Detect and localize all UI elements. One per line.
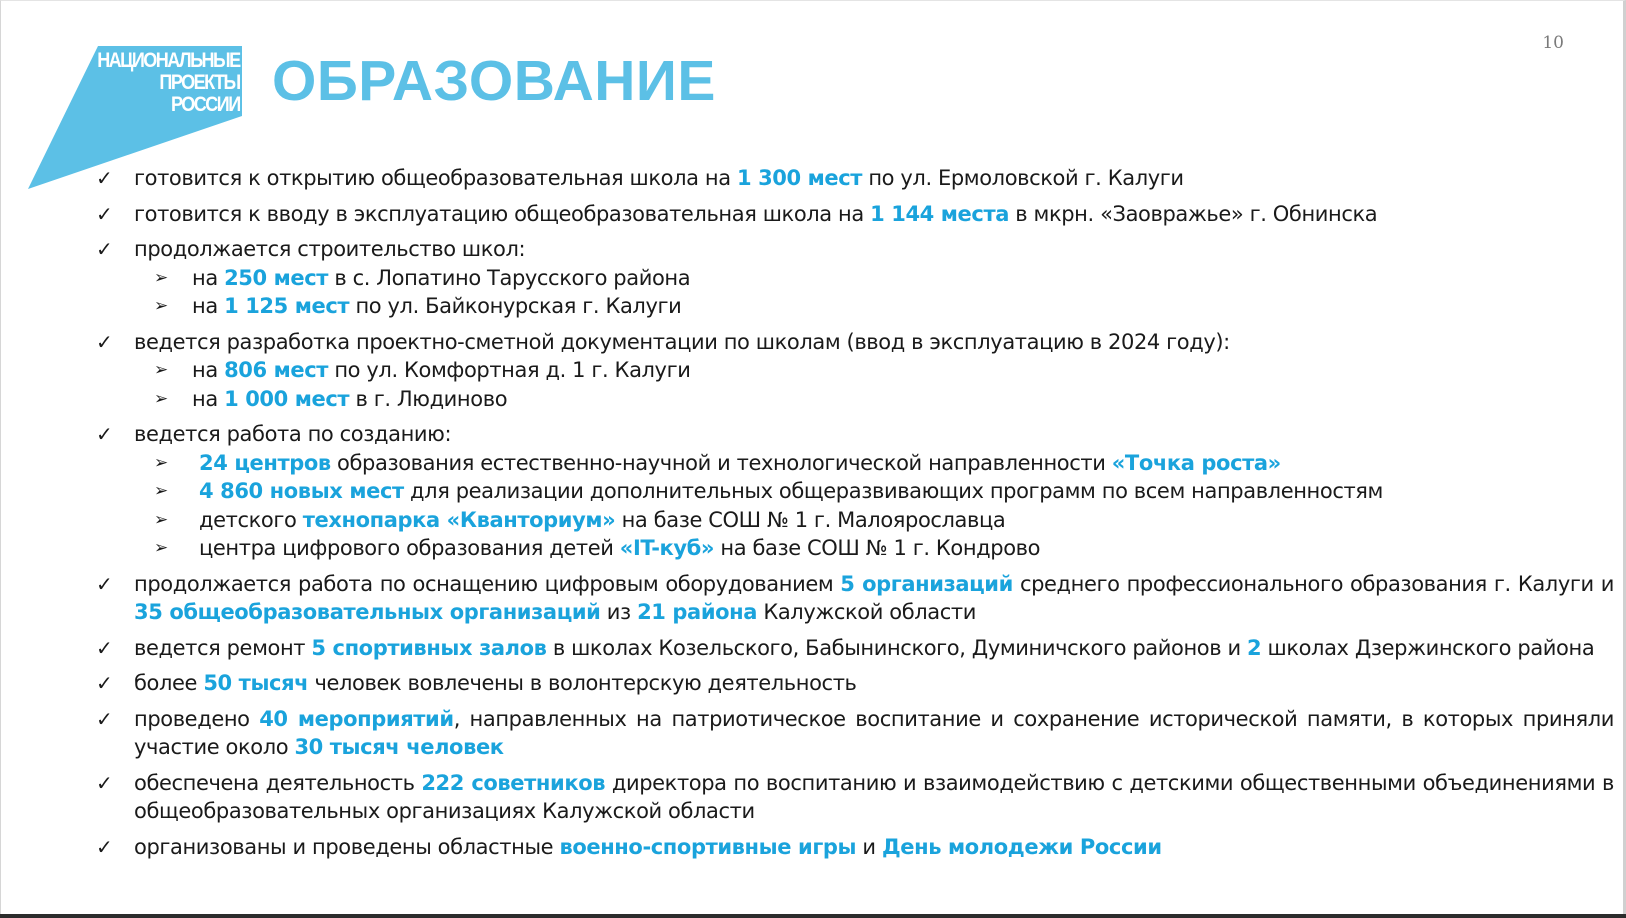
sub-list-item-text: [199, 534, 1040, 563]
achievements-list: [96, 164, 1614, 868]
item-text: на базе СОШ № 1 г. Кондрово: [714, 536, 1041, 560]
sub-list: [154, 264, 1614, 321]
list-item: [96, 570, 1614, 627]
highlight-text: 5 спортивных залов: [311, 635, 547, 660]
checkmark-icon: ✓: [96, 571, 113, 596]
sub-list-item-text: [192, 264, 690, 293]
list-item: [96, 769, 1614, 826]
list-item-body: [134, 570, 1614, 627]
list-item-body: [134, 235, 1614, 321]
item-text: готовится к вводу в эксплуатацию общеобразовательная школа на: [134, 201, 871, 226]
list-item: [96, 235, 1614, 321]
list-item: [96, 328, 1614, 414]
checkmark-icon: ✓: [96, 329, 113, 354]
list-item-text: [134, 235, 1614, 264]
highlight-text: 4 860 новых мест: [199, 479, 404, 503]
item-text: по ул. Комфортная д. 1 г. Калуги: [328, 358, 691, 382]
highlight-text: военно-спортивные игры: [559, 834, 857, 859]
sub-list-item: [154, 385, 1614, 414]
highlight-text: 21 района: [637, 600, 758, 624]
arrowhead-icon: ➢: [154, 481, 168, 501]
sub-list-item: [154, 356, 1614, 385]
sub-list: [154, 356, 1614, 413]
item-text: , направленных на патриотическое воспитание и сохранение исторической памяти, в которых приняли участие около: [134, 706, 1614, 759]
highlight-text: 50 тысяч: [203, 671, 309, 695]
item-text: ведется работа по созданию:: [134, 422, 452, 446]
highlight-text: 40 мероприятий: [259, 706, 454, 731]
item-text: на: [192, 294, 225, 318]
checkmark-icon: ✓: [96, 166, 113, 190]
checkmark-icon: ✓: [96, 635, 113, 660]
highlight-text: «Точка роста»: [1111, 450, 1281, 475]
highlight-text: технопарка «Кванториум»: [302, 507, 616, 532]
list-item: [96, 705, 1614, 762]
logo-line: НАЦИОНАЛЬНЫЕ: [97, 49, 240, 72]
list-item-body: [134, 420, 1614, 563]
list-item: [96, 200, 1614, 229]
sub-list-item: [154, 449, 1614, 478]
item-text: и: [856, 834, 882, 859]
sub-list-item: [154, 477, 1614, 506]
arrowhead-icon: ➢: [154, 360, 168, 380]
list-item-text: [134, 833, 1614, 862]
list-item: [96, 669, 1614, 698]
checkmark-icon: ✓: [96, 770, 113, 795]
arrowhead-icon: ➢: [154, 296, 168, 316]
arrowhead-icon: ➢: [154, 452, 168, 473]
item-text: в с. Лопатино Тарусского района: [328, 265, 691, 290]
highlight-text: 1 125 мест: [224, 294, 350, 318]
highlight-text: 2: [1247, 635, 1262, 660]
item-text: школах Дзержинского района: [1261, 635, 1595, 660]
list-item: [96, 833, 1614, 862]
list-item: [96, 164, 1614, 193]
highlight-text: 222 советников: [421, 770, 606, 795]
arrowhead-icon: ➢: [154, 509, 168, 530]
list-item-body: [134, 705, 1614, 762]
item-text: человек вовлечены в волонтерскую деятельность: [308, 671, 857, 695]
item-text: директора по воспитанию и взаимодействию с детскими общественными объединениями в общеобразовательных организациях Калужской области: [134, 770, 1614, 823]
highlight-text: «IT-куб»: [619, 536, 715, 560]
item-text: в школах Козельского, Бабынинского, Думиничского районов и: [546, 635, 1248, 660]
item-text: продолжается работа по оснащению цифровым оборудованием: [134, 571, 841, 596]
list-item-text: [134, 705, 1614, 762]
sub-list-item-text: [199, 477, 1383, 506]
arrowhead-icon: ➢: [154, 267, 168, 288]
sub-list-item: [154, 264, 1614, 293]
sub-list-item: [154, 534, 1614, 563]
item-text: на: [192, 358, 225, 382]
item-text: проведено: [134, 706, 260, 731]
list-item-text: [134, 328, 1614, 357]
national-projects-logo: [98, 50, 240, 116]
list-item-body: [134, 833, 1614, 862]
item-text: детского: [199, 507, 303, 532]
bottom-bar: [0, 914, 1626, 918]
checkmark-icon: ✓: [96, 671, 113, 695]
highlight-text: 35 общеобразовательных организаций: [134, 600, 601, 624]
item-text: организованы и проведены областные: [134, 834, 560, 859]
checkmark-icon: ✓: [96, 422, 113, 446]
checkmark-icon: ✓: [96, 834, 113, 859]
list-item: [96, 634, 1614, 663]
arrowhead-icon: ➢: [154, 538, 168, 558]
item-text: по ул. Ермоловской г. Калуги: [862, 166, 1184, 190]
item-text: в мкрн. «Заовражье» г. Обнинска: [1009, 201, 1378, 226]
item-text: Калужской области: [757, 600, 976, 624]
list-item-body: [134, 769, 1614, 826]
list-item-text: [134, 769, 1614, 826]
sub-list-item: [154, 506, 1614, 535]
highlight-text: 1 144 места: [870, 201, 1009, 226]
logo-line: ПРОЕКТЫ: [159, 71, 240, 94]
sub-list-item-text: [199, 506, 1005, 535]
arrowhead-icon: ➢: [154, 388, 168, 409]
item-text: для реализации дополнительных общеразвивающих программ по всем направленностям: [403, 479, 1383, 503]
list-item-body: [134, 634, 1614, 663]
list-item-text: [134, 570, 1614, 627]
page-title: ОБРАЗОВАНИЕ: [272, 49, 716, 113]
sub-list: [154, 449, 1614, 563]
list-item-body: [134, 669, 1614, 698]
list-item-body: [134, 164, 1614, 193]
item-text: более: [134, 671, 204, 695]
sub-list-item-text: [192, 385, 507, 414]
checkmark-icon: ✓: [96, 706, 113, 731]
checkmark-icon: ✓: [96, 201, 113, 226]
list-item-text: [134, 200, 1614, 229]
item-text: продолжается строительство школ:: [134, 237, 526, 261]
item-text: в г. Людиново: [349, 386, 508, 411]
item-text: на: [192, 265, 225, 290]
item-text: ведется ремонт: [134, 635, 312, 660]
list-item-body: [134, 328, 1614, 414]
item-text: из: [600, 600, 638, 624]
list-item-text: [134, 164, 1614, 193]
sub-list-item-text: [192, 356, 690, 385]
highlight-text: День молодежи России: [881, 834, 1162, 859]
item-text: среднего профессионального образования г. Калуги и: [1012, 571, 1614, 596]
highlight-text: 1 000 мест: [224, 386, 350, 411]
page-number: 10: [1542, 33, 1564, 53]
highlight-text: 1 300 мест: [736, 166, 863, 190]
highlight-text: 30 тысяч человек: [294, 735, 504, 759]
item-text: по ул. Байконурская г. Калуги: [349, 294, 682, 318]
checkmark-icon: ✓: [96, 237, 113, 261]
highlight-text: 5 организаций: [840, 571, 1013, 596]
list-item: [96, 420, 1614, 563]
highlight-text: 250 мест: [224, 265, 329, 290]
list-item-text: [134, 669, 1614, 698]
sub-list-item-text: [192, 292, 681, 321]
logo-line: РОССИИ: [171, 93, 240, 116]
sub-list-item-text: [199, 449, 1281, 478]
item-text: ведется разработка проектно-сметной документации по школам (ввод в эксплуатацию в 2024 году):: [134, 329, 1230, 354]
list-item-text: [134, 634, 1614, 663]
list-item-body: [134, 200, 1614, 229]
item-text: готовится к открытию общеобразовательная школа на: [134, 166, 737, 190]
item-text: обеспечена деятельность: [134, 770, 422, 795]
highlight-text: 24 центров: [199, 450, 331, 475]
item-text: на: [192, 386, 225, 411]
item-text: на базе СОШ № 1 г. Малоярославца: [615, 507, 1006, 532]
item-text: образования естественно-научной и технологической направленности: [330, 450, 1112, 475]
list-item-text: [134, 420, 1614, 449]
sub-list-item: [154, 292, 1614, 321]
item-text: центра цифрового образования детей: [199, 536, 620, 560]
highlight-text: 806 мест: [224, 358, 329, 382]
